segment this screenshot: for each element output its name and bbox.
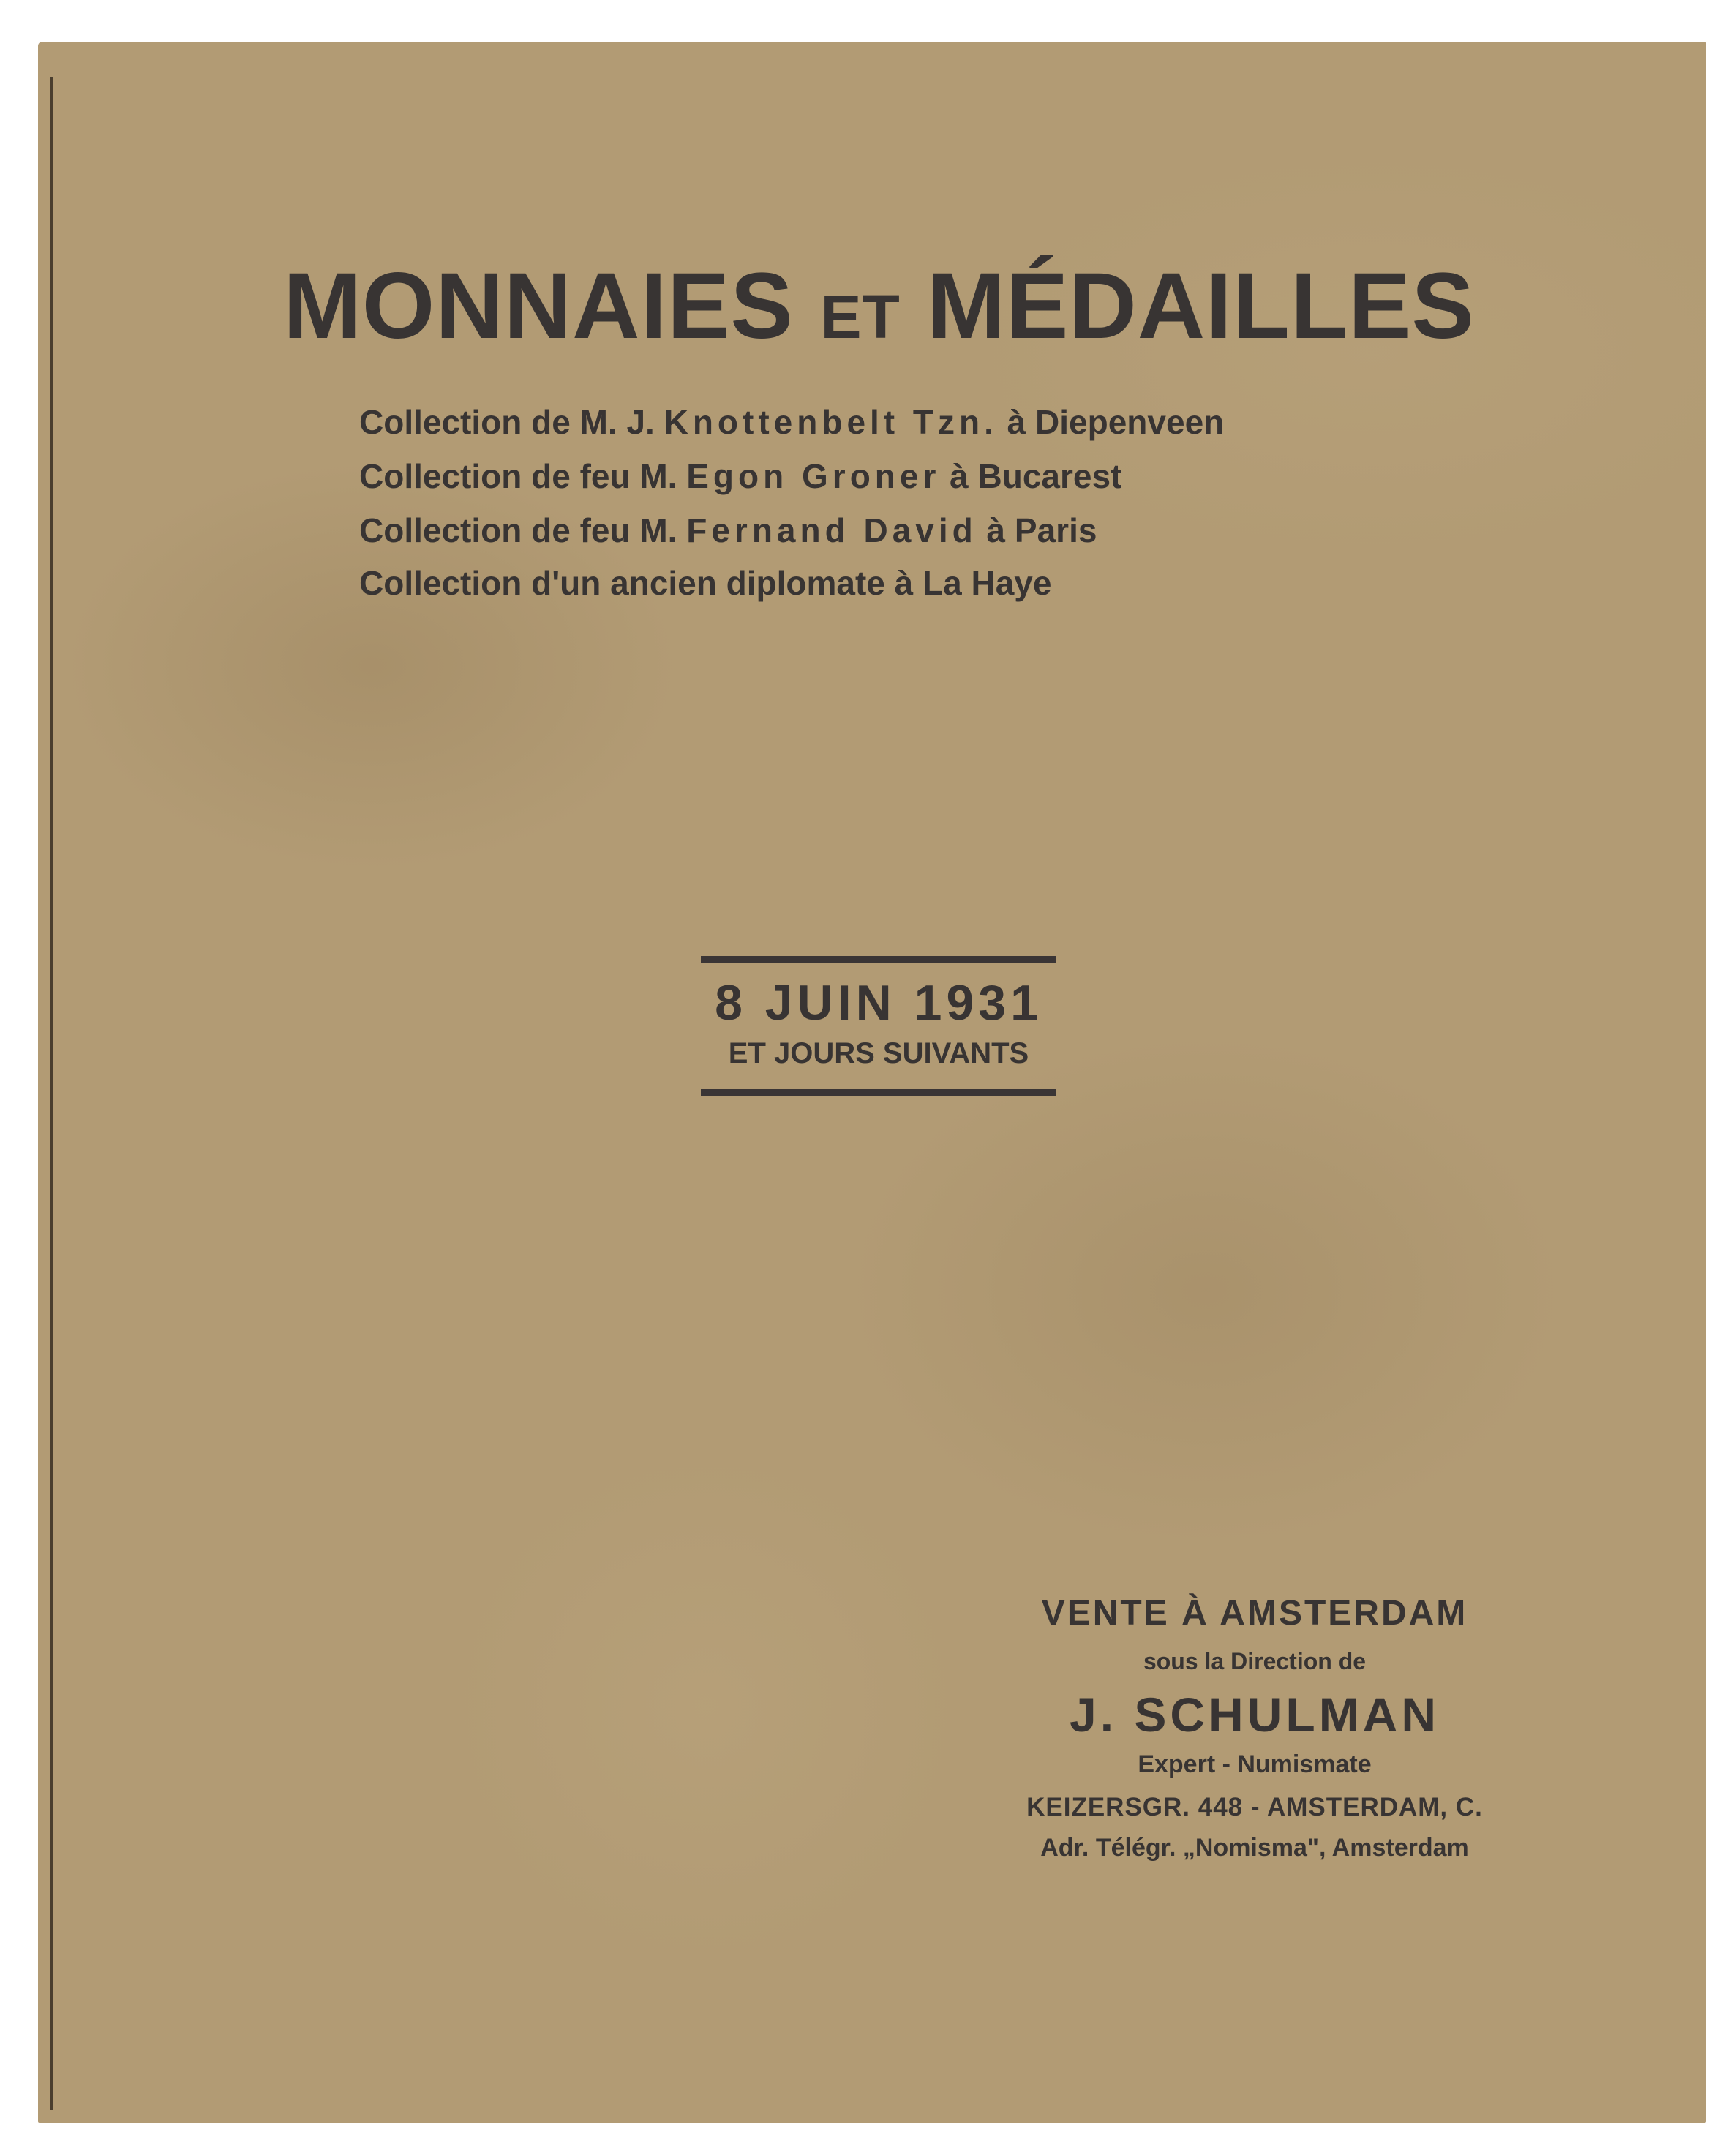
title-word: MONNAIES <box>283 254 794 358</box>
sale-date-sub: ET JOURS SUIVANTS <box>728 1037 1029 1069</box>
binding-line <box>50 77 53 2110</box>
page-title <box>0 252 1736 360</box>
collection-line: Collection d'un ancien diplomate à La Haye <box>359 564 1052 602</box>
auctioneer-name: J. SCHULMAN <box>1069 1688 1440 1742</box>
direction-label: sous la Direction de <box>1143 1648 1367 1674</box>
title-word: ET <box>820 282 901 351</box>
collection-line: Collection de M. J. Knottenbelt Tzn. à Diepenveen <box>359 403 1225 441</box>
collection-line: Collection de feu M. Egon Groner à Bucarest <box>359 457 1122 495</box>
address: KEIZERSGR. 448 - AMSTERDAM, C. <box>1026 1793 1483 1821</box>
title-word: MÉDAILLES <box>927 254 1475 358</box>
sale-date: 8 JUIN 1931 <box>715 975 1042 1031</box>
divider-top <box>701 956 1056 963</box>
divider-bottom <box>701 1089 1056 1096</box>
telegraph-address: Adr. Télégr. „Nomisma", Amsterdam <box>1040 1834 1469 1862</box>
collection-line: Collection de feu M. Fernand David à Paris <box>359 511 1097 549</box>
auctioneer-role: Expert - Numismate <box>1138 1750 1372 1778</box>
sale-location: VENTE À AMSTERDAM <box>1041 1594 1468 1633</box>
